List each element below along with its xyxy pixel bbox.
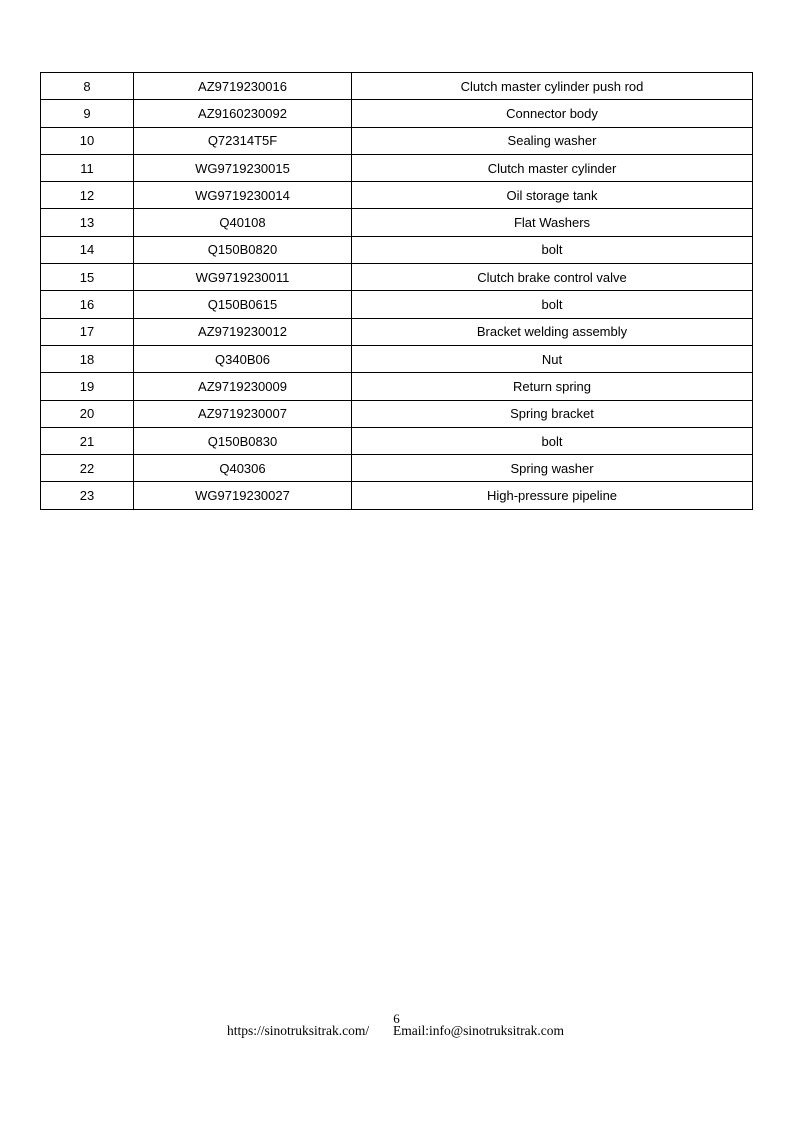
table-row <box>41 345 753 372</box>
part-name: bolt <box>352 291 753 318</box>
part-name: Clutch master cylinder push rod <box>352 73 753 100</box>
part-name: Spring washer <box>352 455 753 482</box>
part-name: Sealing washer <box>352 127 753 154</box>
table-row <box>41 482 753 509</box>
table-row <box>41 318 753 345</box>
table-row <box>41 291 753 318</box>
row-number: 15 <box>41 264 134 291</box>
part-number: WG9719230015 <box>134 154 352 181</box>
part-number: AZ9719230012 <box>134 318 352 345</box>
part-name: Spring bracket <box>352 400 753 427</box>
part-number: AZ9719230009 <box>134 373 352 400</box>
row-number: 9 <box>41 100 134 127</box>
table-row <box>41 455 753 482</box>
part-number: AZ9160230092 <box>134 100 352 127</box>
table-row <box>41 127 753 154</box>
part-name: Return spring <box>352 373 753 400</box>
part-name: Clutch master cylinder <box>352 154 753 181</box>
row-number: 10 <box>41 127 134 154</box>
row-number: 19 <box>41 373 134 400</box>
table-row <box>41 400 753 427</box>
footer-email[interactable]: Email:info@sinotruksitrak.com <box>393 1023 565 1038</box>
page-number: 6 <box>393 1011 400 1026</box>
row-number: 14 <box>41 236 134 263</box>
table-row <box>41 100 753 127</box>
part-number: Q150B0615 <box>134 291 352 318</box>
footer-website-link[interactable]: https://sinotruksitrak.com/ <box>227 1023 370 1038</box>
part-name: Flat Washers <box>352 209 753 236</box>
table-row <box>41 73 753 100</box>
part-name: Connector body <box>352 100 753 127</box>
table-row <box>41 373 753 400</box>
row-number: 11 <box>41 154 134 181</box>
row-number: 16 <box>41 291 134 318</box>
table-row <box>41 209 753 236</box>
part-number: Q150B0820 <box>134 236 352 263</box>
row-number: 18 <box>41 345 134 372</box>
part-name: High-pressure pipeline <box>352 482 753 509</box>
row-number: 12 <box>41 182 134 209</box>
row-number: 8 <box>41 73 134 100</box>
row-number: 20 <box>41 400 134 427</box>
part-name: Bracket welding assembly <box>352 318 753 345</box>
part-number: WG9719230011 <box>134 264 352 291</box>
part-name: bolt <box>352 427 753 454</box>
table-row <box>41 154 753 181</box>
part-number: Q40108 <box>134 209 352 236</box>
table-row <box>41 264 753 291</box>
parts-table-body <box>41 73 753 510</box>
table-row <box>41 182 753 209</box>
row-number: 17 <box>41 318 134 345</box>
part-name: Nut <box>352 345 753 372</box>
part-name: Oil storage tank <box>352 182 753 209</box>
row-number: 22 <box>41 455 134 482</box>
part-number: WG9719230014 <box>134 182 352 209</box>
parts-table <box>40 72 753 510</box>
part-name: Clutch brake control valve <box>352 264 753 291</box>
part-number: Q72314T5F <box>134 127 352 154</box>
part-name: bolt <box>352 236 753 263</box>
table-row <box>41 236 753 263</box>
part-number: Q40306 <box>134 455 352 482</box>
row-number: 23 <box>41 482 134 509</box>
table-row <box>41 427 753 454</box>
part-number: Q150B0830 <box>134 427 352 454</box>
part-number: AZ9719230007 <box>134 400 352 427</box>
part-number: Q340B06 <box>134 345 352 372</box>
row-number: 13 <box>41 209 134 236</box>
part-number: AZ9719230016 <box>134 73 352 100</box>
part-number: WG9719230027 <box>134 482 352 509</box>
row-number: 21 <box>41 427 134 454</box>
